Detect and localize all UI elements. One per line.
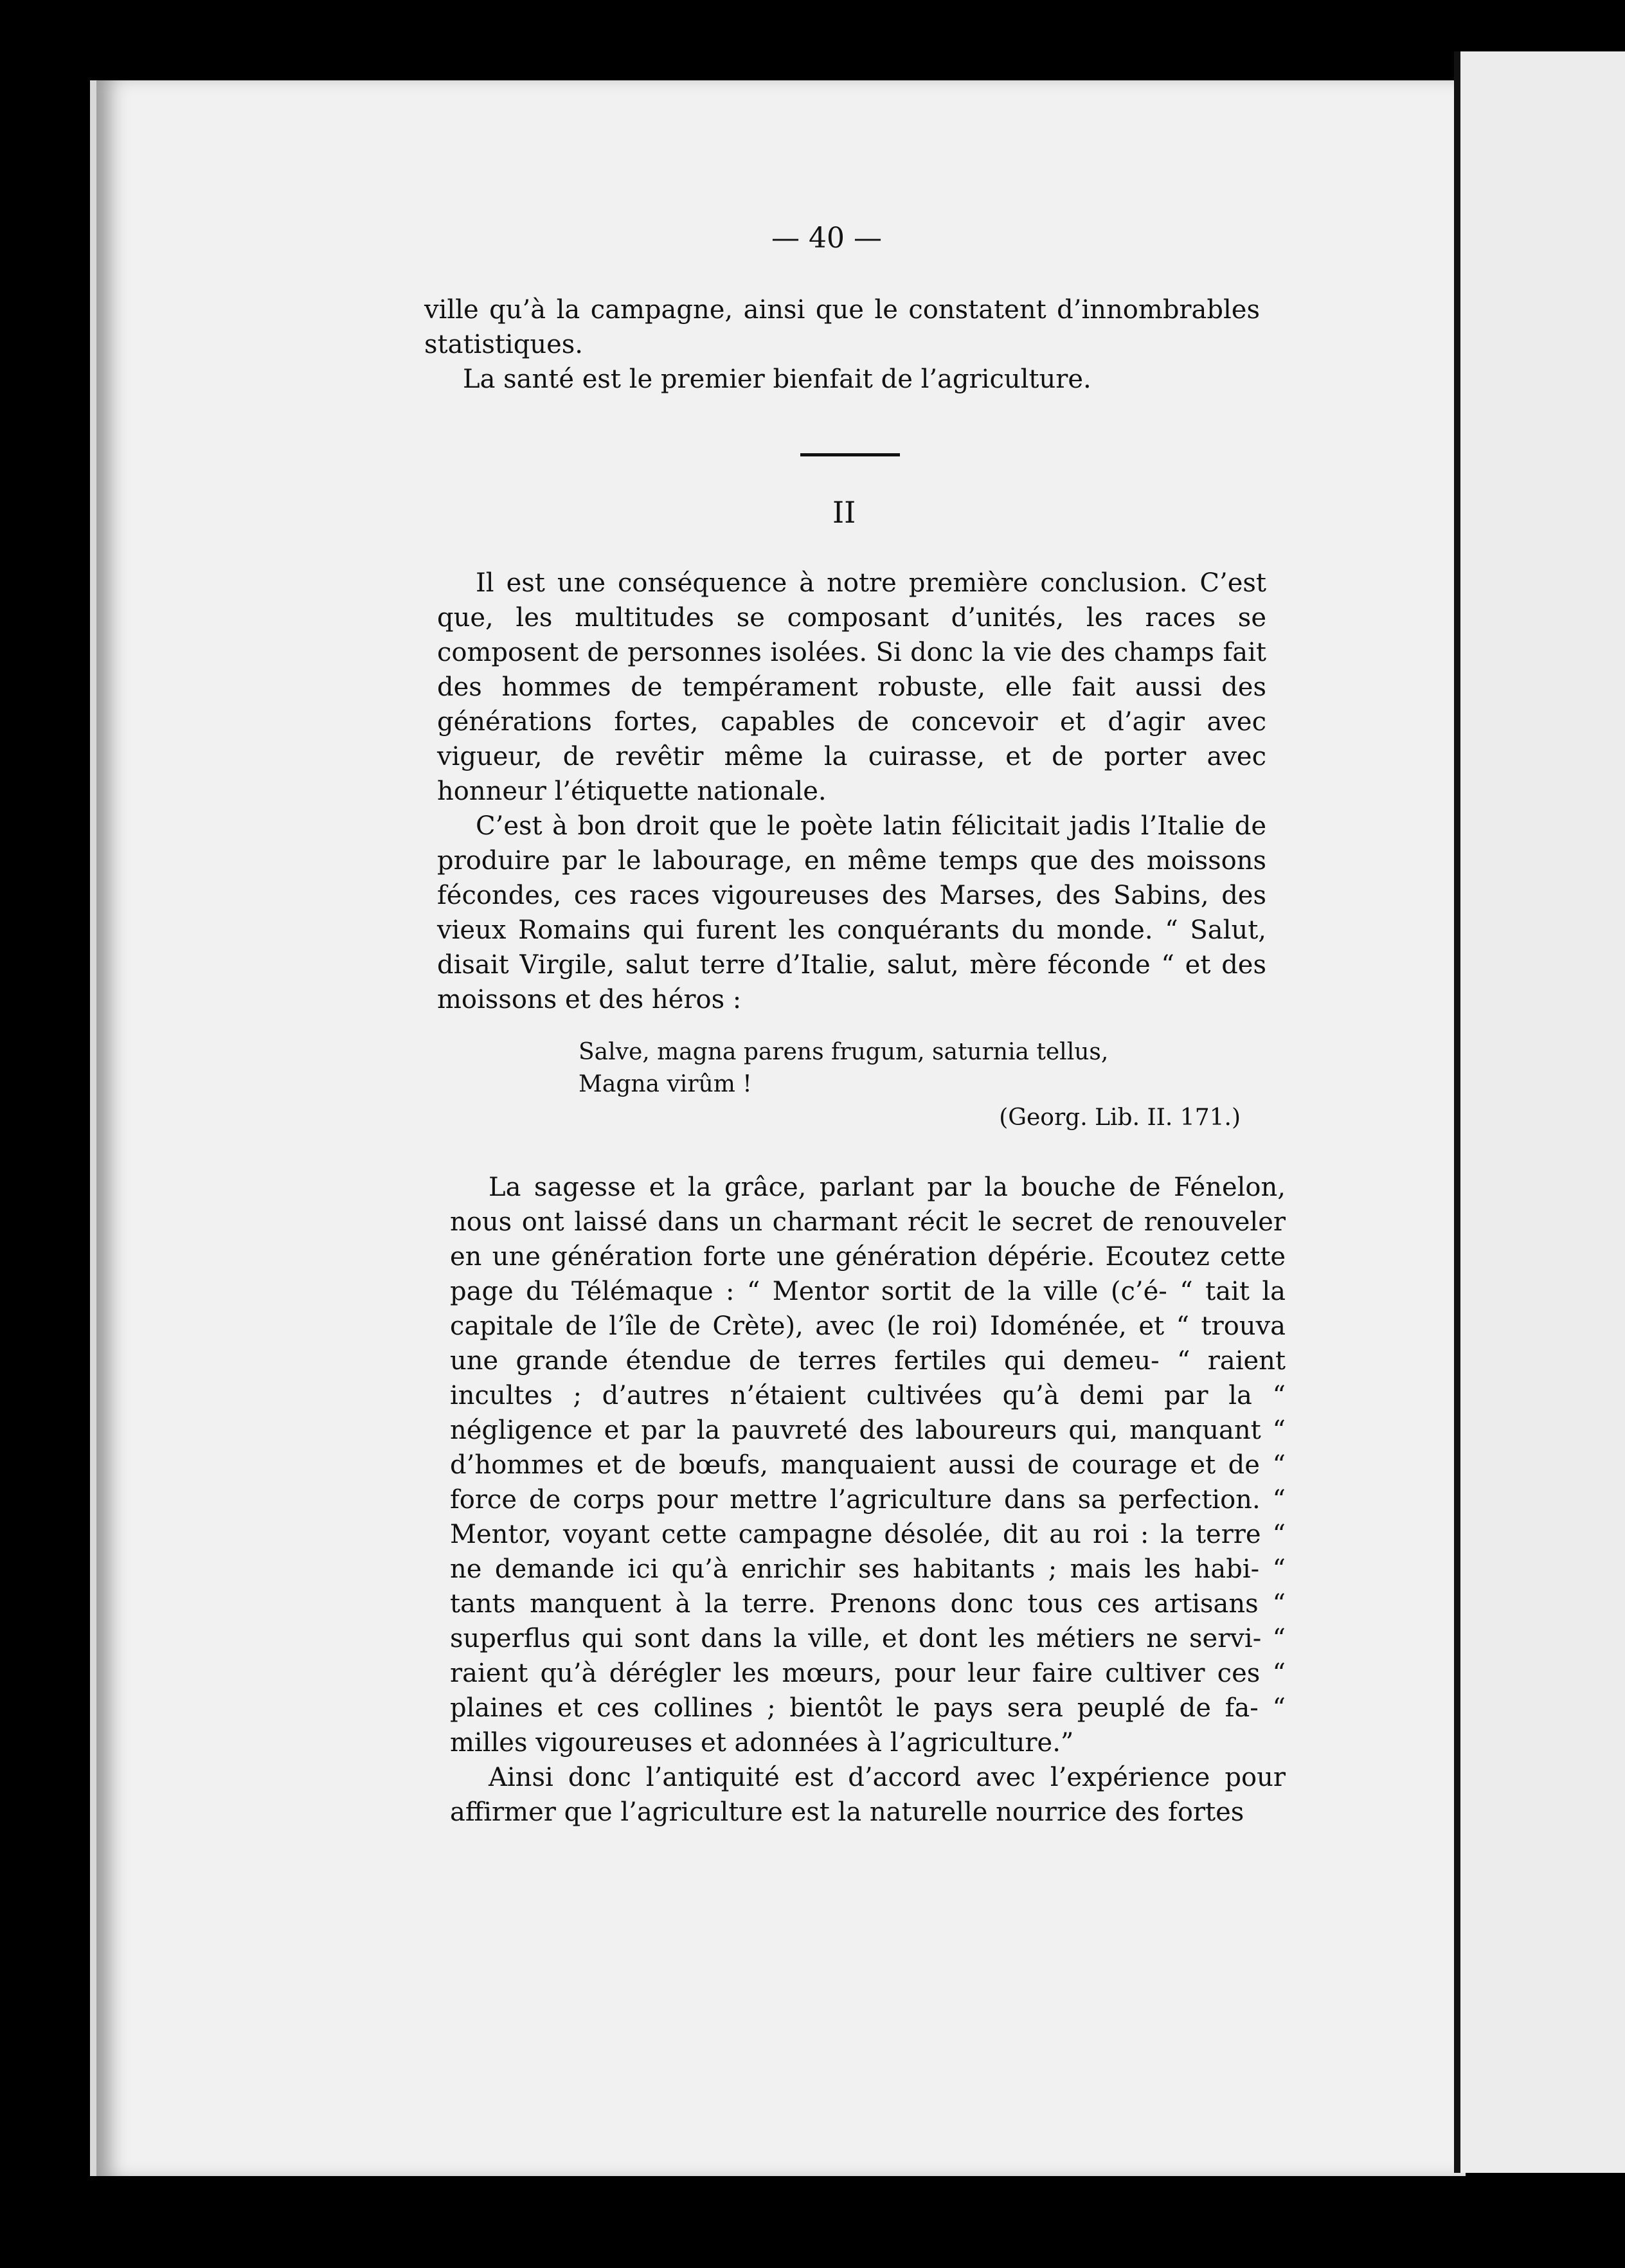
section-heading: II	[832, 495, 856, 530]
paragraph: La santé est le premier bienfait de l’agriculture.	[463, 364, 1091, 394]
adjacent-page-edge	[1454, 51, 1625, 2173]
section-divider	[800, 453, 900, 456]
continuing-text	[450, 1170, 1286, 1830]
latin-quote-line: Magna virûm !	[579, 1071, 752, 1097]
section-body	[437, 566, 1266, 1148]
opening-text	[424, 292, 1260, 397]
quote-reference: (Georg. Lib. II. 171.)	[999, 1104, 1241, 1131]
latin-quote-line: Salve, magna parens frugum, saturnia tellus,	[579, 1039, 1109, 1065]
paragraph: C’est à bon droit que le poète latin félicitait jadis l’Italie de produire par le labourage, en même temps que des moissons fécondes, ces races vigoureuses des Marses, des Sabins, des vieux Romains qui furent les conquérants du monde. “ Salut, disait Virgile, salut terre d’Italie, salut, mère féconde “ et des moissons et des héros :	[437, 811, 1266, 1014]
paragraph: ville qu’à la campagne, ainsi que le constatent d’innombrables statistiques.	[424, 295, 1260, 359]
paragraph: La sagesse et la grâce, parlant par la bouche de Fénelon, nous ont laissé dans un charmant récit le secret de renouveler en une génération forte une génération dépérie. Ecoutez cette page du Télémaque : “ Mentor sortit de la ville (c’é- “ tait la capitale de l’île de Crète), avec (le roi) Idoménée, et “ trouva une grande étendue de terres fertiles qui demeu- “ raient incultes ; d’autres n’étaient cultivées qu’à demi par la “ négligence et par la pauvreté des laboureurs qui, manquant “ d’hommes et de bœufs, manquaient aussi de courage et de “ force de corps pour mettre l’agriculture dans sa perfection. “ Mentor, voyant cette campagne désolée, dit au roi : la terre “ ne demande ici qu’à enrichir ses habitants ; mais les habi- “ tants manquent à la terre. Prenons donc tous ces artisans “ superflus qui sont dans la ville, et dont les métiers ne servi- “ raient qu’à dérégler les mœurs, pour leur faire cultiver ces “ plaines et ces collines ; bientôt le pays sera peuplé de fa- “ milles vigoureuses et adonnées à l’agriculture.”	[450, 1173, 1286, 1758]
paragraph: Il est une conséquence à notre première conclusion. C’est que, les multitudes se composant d’unités, les races se composent de personnes isolées. Si donc la vie des champs fait des hommes de tempérament robuste, elle fait aussi des générations fortes, capables de concevoir et d’agir avec vigueur, de revêtir même la cuirasse, et de porter avec honneur l’étiquette nationale.	[437, 568, 1266, 806]
page-number: — 40 —	[771, 222, 882, 255]
paragraph: Ainsi donc l’antiquité est d’accord avec l’expérience pour affirmer que l’agriculture est la naturelle nourrice des fortes	[450, 1763, 1286, 1827]
